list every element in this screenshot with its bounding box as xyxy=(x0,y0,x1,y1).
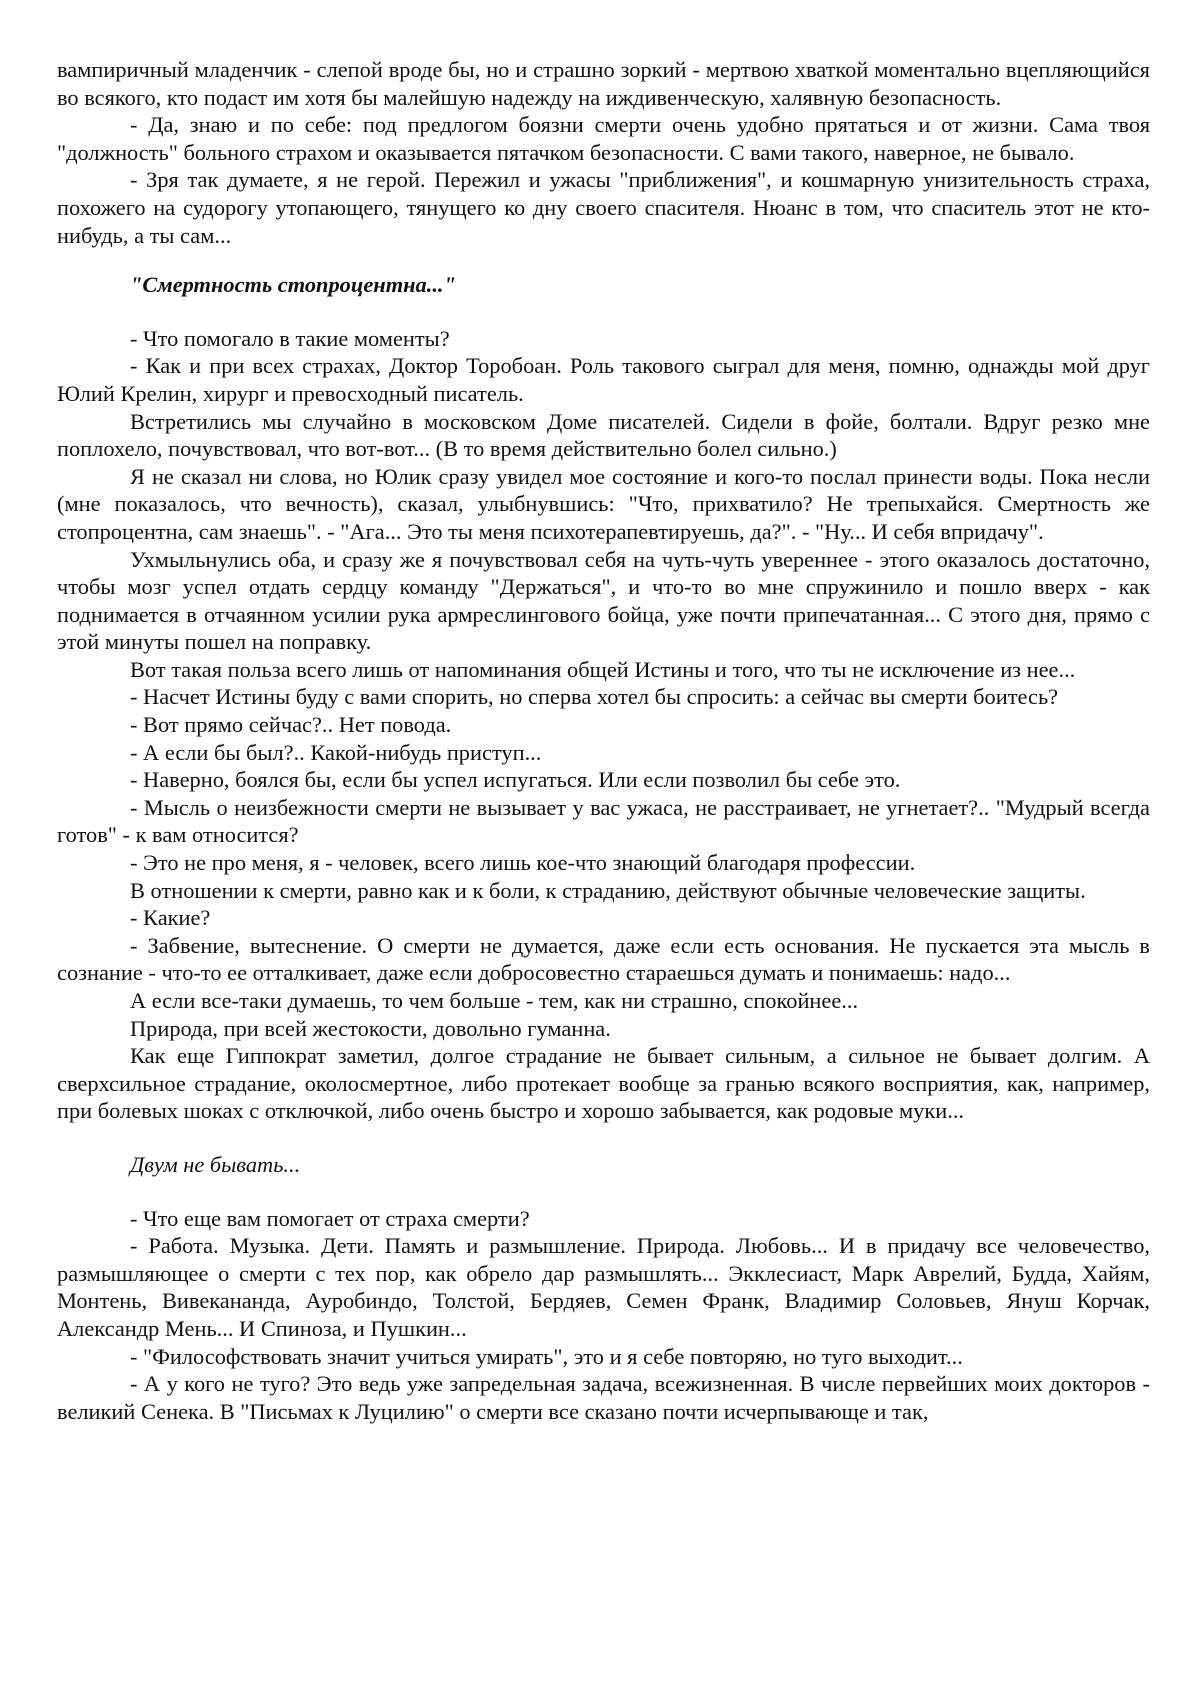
paragraph: - Насчет Истины буду с вами спорить, но сперва хотел бы спросить: а сейчас вы смерти боитесь? xyxy=(130,684,1059,710)
paragraph: Ухмыльнулись оба, и сразу же я почувствовал себя на чуть-чуть увереннее - этого оказалось достаточно, чтобы мозг успел отдать сердцу команду "Держаться", и что-то во мне спружинило и пошло вверх - как поднимается в отчаянном усилии рука армреслингового бойца, уже почти припечатанная... С этого дня, прямо с этой минуты пошел на поправку. xyxy=(57,546,1150,655)
paragraph: вампиричный младенчик - слепой вроде бы, но и страшно зоркий - мертвою хваткой моментально вцепляющийся во всякого, кто подаст им хотя бы малейшую надежду на иждивенческую, халявную безопасность. xyxy=(57,57,1150,110)
paragraph: - Наверно, боялся бы, если бы успел испугаться. Или если позволил бы себе это. xyxy=(130,767,901,793)
paragraph: - Как и при всех страхах, Доктор Торобоан. Роль такового сыграл для меня, помню, однажды мой друг Юлий Крелин, хирург и превосходный писатель. xyxy=(57,353,1150,406)
paragraph: - Вот прямо сейчас?.. Нет повода. xyxy=(130,712,452,738)
paragraph: - Зря так думаете, я не герой. Пережил и ужасы "приближения", и кошмарную унизительность страха, похожего на судорогу утопающего, тянущего ко дну своего спасителя. Нюанс в том, что спаситель этот не кто-нибудь, а ты сам... xyxy=(57,167,1150,248)
paragraph: - А у кого не туго? Это ведь уже запредельная задача, всежизненная. В числе первейших моих докторов - великий Сенека. В "Письмах к Луцилию" о смерти все сказано почти исчерпывающе и так, xyxy=(57,1371,1150,1424)
paragraph: - Что помогало в такие моменты? xyxy=(130,325,450,351)
paragraph: - А если бы был?.. Какой-нибудь приступ... xyxy=(130,739,542,765)
section-subheading: Двум не бывать... xyxy=(130,1151,301,1177)
paragraph: - Работа. Музыка. Дети. Память и размышление. Природа. Любовь... И в придачу все человечество, размышляющее о смерти с тех пор, как обрело дар размышлять... Экклесиаст, Марк Аврелий, Будда, Хайям, Монтень, Вивекананда, Ауробиндо, Толстой, Бердяев, Семен Франк, Владимир Соловьев, Януш Корчак, Александр Мень... И Спиноза, и Пушкин... xyxy=(57,1233,1150,1341)
paragraph: - Какие? xyxy=(130,905,211,931)
paragraph: Природа, при всей жестокости, довольно гуманна. xyxy=(130,1015,611,1041)
paragraph: - Да, знаю и по себе: под предлогом боязни смерти очень удобно прятаться и от жизни. Сама твоя "должность" больного страхом и оказывается пятачком безопасности. С вами такого, наверное, не бывало. xyxy=(57,112,1150,165)
paragraph: В отношении к смерти, равно как и к боли, к страданию, действуют обычные человеческие защиты. xyxy=(130,877,1086,903)
section-heading: "Смертность стопроцентна..." xyxy=(130,272,456,298)
paragraph: Вот такая польза всего лишь от напоминания общей Истины и того, что ты не исключение из нее... xyxy=(130,656,1076,682)
paragraph: Как еще Гиппократ заметил, долгое страдание не бывает сильным, а сильное не бывает долгим. А сверхсильное страдание, околосмертное, либо протекает вообще за гранью всякого восприятия, как, например, при болевых шоках с отключкой, либо очень быстро и хорошо забывается, как родовые муки... xyxy=(57,1043,1150,1124)
paragraph: - "Философствовать значит учиться умирать", это и я себе повторяю, но туго выходит... xyxy=(130,1343,963,1369)
paragraph: Встретились мы случайно в московском Доме писателей. Сидели в фойе, болтали. Вдруг резко мне поплохело, почувствовал, что вот-вот... (В то время действительно болел сильно.) xyxy=(57,408,1150,462)
paragraph: Я не сказал ни слова, но Юлик сразу увидел мое состояние и кого-то послал принести воды. Пока несли (мне показалось, что вечность), сказал, улыбнувшись: "Что, прихватило? Не трепыхайся. Смертность же стопроцентна, сам знаешь". - "Ага... Это ты меня психотерапевтируешь, да?". - "Ну... И себя впридачу". xyxy=(57,463,1150,544)
document-page xyxy=(57,56,1150,1425)
paragraph: - Что еще вам помогает от страха смерти? xyxy=(130,1205,530,1231)
paragraph: - Это не про меня, я - человек, всего лишь кое-что знающий благодаря профессии. xyxy=(130,850,916,876)
paragraph: - Мысль о неизбежности смерти не вызывает у вас ужаса, не расстраивает, не угнетает?.. "Мудрый всегда готов" - к вам относится? xyxy=(57,794,1150,848)
paragraph: - Забвение, вытеснение. О смерти не думается, даже если есть основания. Не пускается эта мысль в сознание - что-то ее отталкивает, даже если добросовестно стараешься думать и понимаешь: надо... xyxy=(57,932,1150,986)
paragraph: А если все-таки думаешь, то чем больше - тем, как ни страшно, спокойнее... xyxy=(130,988,859,1013)
